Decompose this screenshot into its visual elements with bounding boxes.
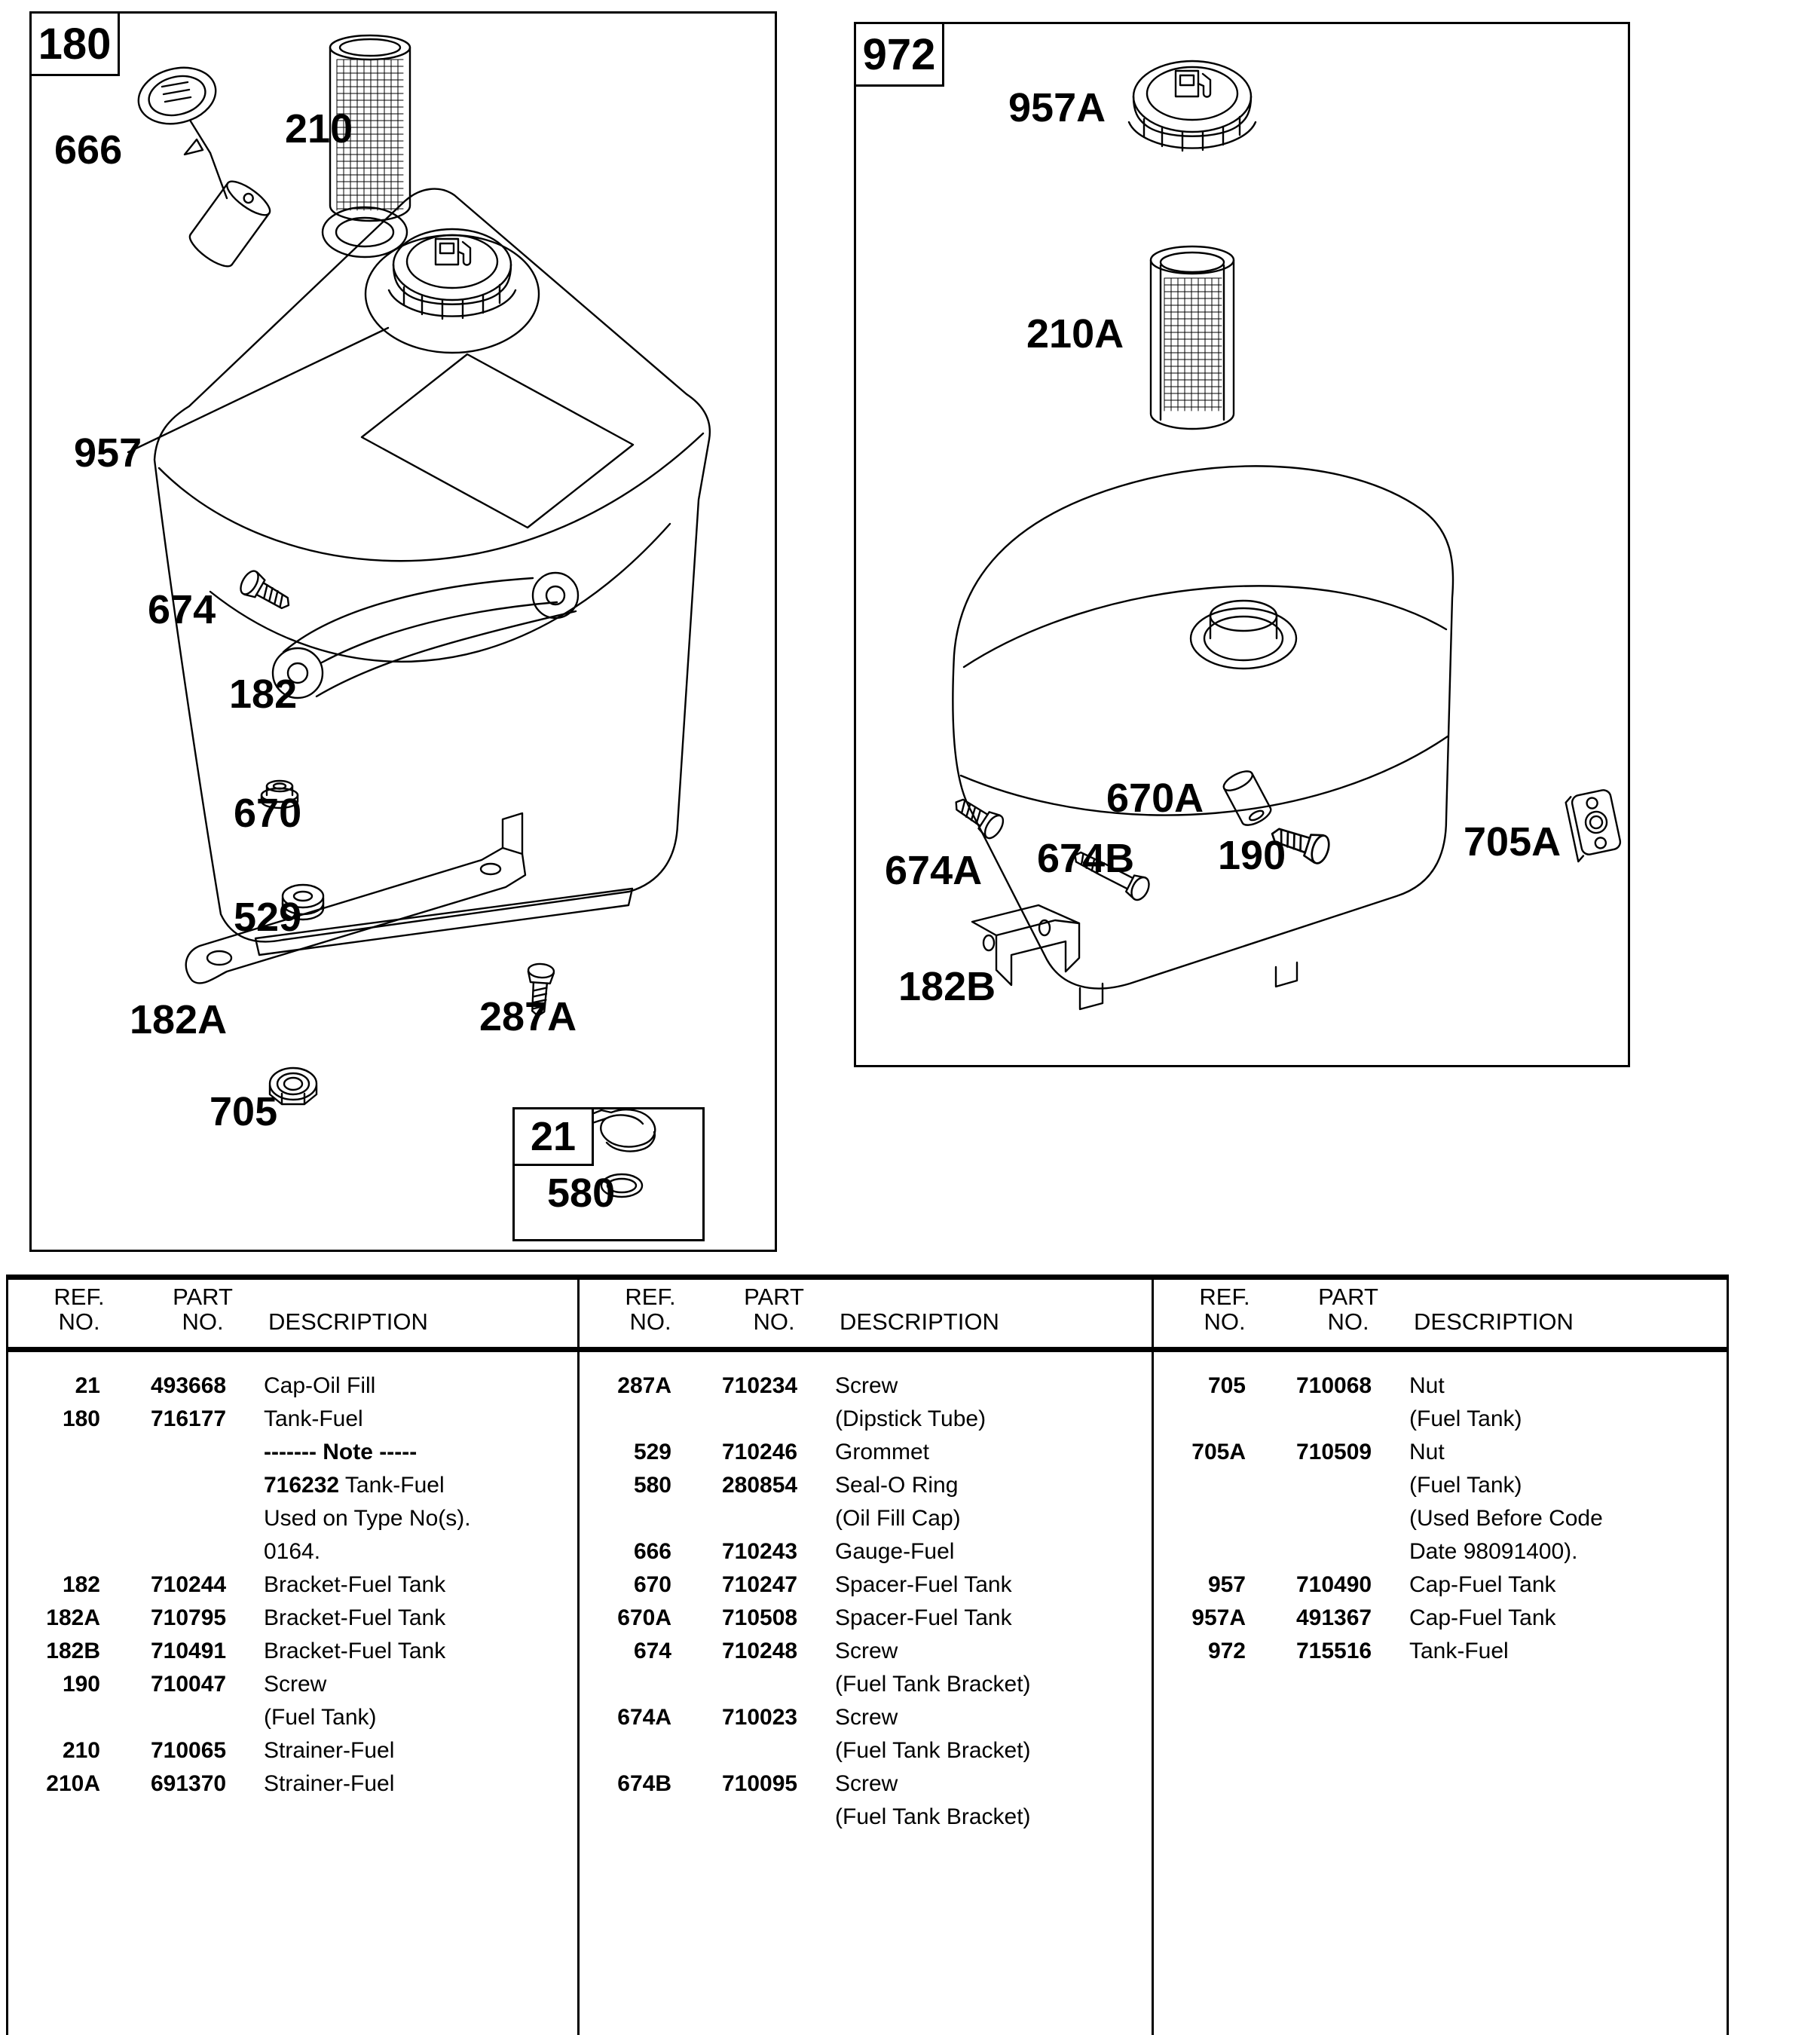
callout-182: 182 [229, 672, 298, 717]
ref-no-cell: 705A [1191, 1440, 1246, 1464]
part-no-cell: 710047 [151, 1672, 227, 1697]
leader-line-957 [128, 328, 388, 452]
callout-287A: 287A [479, 994, 577, 1039]
table-row [1154, 1568, 1727, 1602]
description-cell: Cap-Fuel Tank [1409, 1572, 1556, 1597]
ref-no-cell: 182B [46, 1639, 100, 1663]
table-row [8, 1436, 577, 1469]
description-cell: (Fuel Tank) [264, 1705, 377, 1730]
callout-580: 580 [547, 1171, 616, 1216]
ref-no-cell: 674B [617, 1771, 671, 1796]
description-cell: (Fuel Tank Bracket) [835, 1738, 1031, 1763]
part-no-cell: 280854 [722, 1473, 798, 1498]
table-row [1154, 1369, 1727, 1403]
description-header: DESCRIPTION [840, 1308, 999, 1335]
part-no-cell: 691370 [151, 1771, 227, 1796]
table-row [8, 1469, 577, 1502]
diagram-box-972 [854, 22, 1630, 1067]
table-row [8, 1535, 577, 1568]
table-row [8, 1502, 577, 1535]
strainer-fuel-210A-art [1151, 246, 1234, 429]
description-cell: Screw [835, 1771, 898, 1796]
part-no-cell: 710490 [1296, 1572, 1372, 1597]
description-cell: 716232 Tank-Fuel [264, 1473, 445, 1498]
description-cell: Date 98091400). [1409, 1539, 1578, 1564]
table-column-3 [1152, 1280, 1729, 2035]
part-no-cell: 710068 [1296, 1373, 1372, 1398]
table-row [580, 1403, 1152, 1436]
ref-no-header: REF. NO. [625, 1284, 676, 1335]
table-row [8, 1369, 577, 1403]
part-no-cell: 710243 [722, 1539, 798, 1564]
table-row [580, 1767, 1152, 1801]
table-row [1154, 1635, 1727, 1668]
part-no-cell: 710491 [151, 1639, 227, 1663]
table-row [580, 1734, 1152, 1767]
table-row [1154, 1535, 1727, 1568]
table-row [8, 1701, 577, 1734]
part-no-cell: 710065 [151, 1738, 227, 1763]
ref-no-cell: 670A [617, 1605, 671, 1630]
part-no-header: PART NO. [173, 1284, 233, 1335]
diagram-180-art [29, 11, 777, 1252]
table-row [580, 1635, 1152, 1668]
description-cell: Bracket-Fuel Tank [264, 1605, 446, 1630]
ref-no-cell: 182 [62, 1572, 100, 1597]
part-no-header: PART NO. [744, 1284, 804, 1335]
ref-no-cell: 670 [633, 1572, 671, 1597]
description-header: DESCRIPTION [1414, 1308, 1574, 1335]
description-cell: Spacer-Fuel Tank [835, 1572, 1012, 1597]
table-row [580, 1701, 1152, 1734]
callout-674: 674 [148, 587, 216, 632]
description-cell: Screw [264, 1672, 327, 1697]
callout-674B: 674B [1037, 836, 1135, 881]
ref-no-cell: 182A [46, 1605, 100, 1630]
callout-670: 670 [234, 791, 302, 836]
table-row [580, 1436, 1152, 1469]
description-cell: Cap-Fuel Tank [1409, 1605, 1556, 1630]
part-no-cell: 491367 [1296, 1605, 1372, 1630]
table-row [8, 1767, 577, 1801]
ref-no-cell: 287A [617, 1373, 671, 1398]
description-cell: Bracket-Fuel Tank [264, 1572, 446, 1597]
ref-no-cell: 190 [62, 1672, 100, 1697]
description-cell: Screw [835, 1373, 898, 1398]
cap-fuel-tank-957A-art [1129, 61, 1256, 151]
description-cell: (Fuel Tank Bracket) [835, 1804, 1031, 1829]
ref-no-header: REF. NO. [1199, 1284, 1250, 1335]
table-row [1154, 1436, 1727, 1469]
diagram-box-180-label: 180 [29, 11, 120, 76]
callout-957A: 957A [1008, 85, 1106, 130]
part-no-cell: 715516 [1296, 1639, 1372, 1663]
part-no-cell: 710234 [722, 1373, 798, 1398]
callout-182B: 182B [898, 964, 996, 1009]
diagram-972-art [854, 22, 1630, 1067]
callout-957: 957 [74, 430, 142, 476]
description-cell: Nut [1409, 1373, 1445, 1398]
part-no-cell: 710095 [722, 1771, 798, 1796]
ref-no-cell: 210 [62, 1738, 100, 1763]
screw-674A-art [949, 791, 1006, 841]
description-cell: (Fuel Tank) [1409, 1406, 1522, 1431]
description-cell: Strainer-Fuel [264, 1771, 395, 1796]
table-row [580, 1369, 1152, 1403]
table-row [1154, 1502, 1727, 1535]
callout-529: 529 [234, 895, 302, 940]
ref-no-cell: 666 [633, 1539, 671, 1564]
callout-182A: 182A [130, 997, 228, 1042]
description-cell: Nut [1409, 1440, 1445, 1464]
table-row [8, 1403, 577, 1436]
diagram-box-972-label: 972 [854, 22, 944, 87]
diagram-box-180 [29, 11, 777, 1252]
table-row [8, 1668, 577, 1701]
part-no-cell: 710244 [151, 1572, 227, 1597]
parts-table [6, 1275, 1729, 2035]
part-no-header: PART NO. [1318, 1284, 1378, 1335]
description-cell: Screw [835, 1639, 898, 1663]
part-no-cell: 710247 [722, 1572, 798, 1597]
part-no-cell: 710509 [1296, 1440, 1372, 1464]
part-no-cell: 493668 [151, 1373, 227, 1398]
screw-674-art [237, 568, 295, 617]
callout-666: 666 [54, 127, 123, 173]
ref-no-cell: 957A [1191, 1605, 1246, 1630]
ref-no-cell: 972 [1207, 1639, 1246, 1663]
part-no-cell: 710246 [722, 1440, 798, 1464]
ref-no-cell: 705 [1207, 1373, 1246, 1398]
part-no-cell: 710023 [722, 1705, 798, 1730]
table-row [1154, 1602, 1727, 1635]
table-row [8, 1635, 577, 1668]
ref-no-cell: 529 [633, 1440, 671, 1464]
callout-674A: 674A [885, 848, 983, 893]
callout-670A: 670A [1106, 776, 1204, 821]
description-header: DESCRIPTION [268, 1308, 428, 1335]
table-row [580, 1502, 1152, 1535]
table-row [1154, 1469, 1727, 1502]
description-cell: Used on Type No(s). [264, 1506, 471, 1531]
callout-190: 190 [1218, 833, 1286, 878]
part-no-cell: 716177 [151, 1406, 227, 1431]
description-cell: Seal-O Ring [835, 1473, 959, 1498]
ref-no-cell: 957 [1207, 1572, 1246, 1597]
description-cell: ------- Note ----- [264, 1440, 418, 1464]
inset-box-21-label: 21 [512, 1107, 594, 1166]
callout-705A: 705A [1464, 819, 1562, 864]
table-row [580, 1469, 1152, 1502]
description-cell: 0164. [264, 1539, 321, 1564]
description-cell: Grommet [835, 1440, 930, 1464]
description-cell: Bracket-Fuel Tank [264, 1639, 446, 1663]
description-cell: Tank-Fuel [1409, 1639, 1509, 1663]
bracket-fuel-tank-182-art [273, 573, 578, 698]
ref-no-cell: 210A [46, 1771, 100, 1796]
ref-no-header: REF. NO. [54, 1284, 105, 1335]
callout-705: 705 [210, 1089, 278, 1134]
gauge-fuel-666-art [133, 60, 227, 198]
table-column-2 [577, 1280, 1152, 2035]
part-no-cell: 710795 [151, 1605, 227, 1630]
fuel-tank-180-art [154, 189, 710, 955]
description-cell: Spacer-Fuel Tank [835, 1605, 1012, 1630]
table-row [8, 1734, 577, 1767]
table-row [8, 1568, 577, 1602]
table-row [580, 1568, 1152, 1602]
table-row [580, 1801, 1152, 1834]
part-no-cell: 710508 [722, 1605, 798, 1630]
description-cell: (Fuel Tank Bracket) [835, 1672, 1031, 1697]
spacer-fuel-tank-670A-art [1221, 767, 1274, 829]
ref-no-cell: 21 [75, 1373, 100, 1398]
ref-no-cell: 674A [617, 1705, 671, 1730]
description-cell: (Fuel Tank) [1409, 1473, 1522, 1498]
table-row [580, 1668, 1152, 1701]
ref-no-cell: 180 [62, 1406, 100, 1431]
table-row [580, 1602, 1152, 1635]
description-cell: (Used Before Code [1409, 1506, 1603, 1531]
nut-fuel-tank-705A-art [1565, 788, 1623, 861]
table-column-1 [6, 1280, 577, 2035]
description-cell: Tank-Fuel [264, 1406, 363, 1431]
ref-no-cell: 580 [633, 1473, 671, 1498]
description-cell: Strainer-Fuel [264, 1738, 395, 1763]
table-row [580, 1535, 1152, 1568]
description-cell: (Dipstick Tube) [835, 1406, 986, 1431]
callout-210: 210 [285, 106, 353, 151]
ref-no-cell: 674 [633, 1639, 671, 1663]
description-cell: Cap-Oil Fill [264, 1373, 376, 1398]
table-row [1154, 1403, 1727, 1436]
gauge-float-art [185, 176, 274, 271]
table-row [8, 1602, 577, 1635]
callout-210A: 210A [1026, 311, 1124, 357]
description-cell: Screw [835, 1705, 898, 1730]
description-cell: (Oil Fill Cap) [835, 1506, 961, 1531]
description-cell: Gauge-Fuel [835, 1539, 955, 1564]
part-no-cell: 710248 [722, 1639, 798, 1663]
